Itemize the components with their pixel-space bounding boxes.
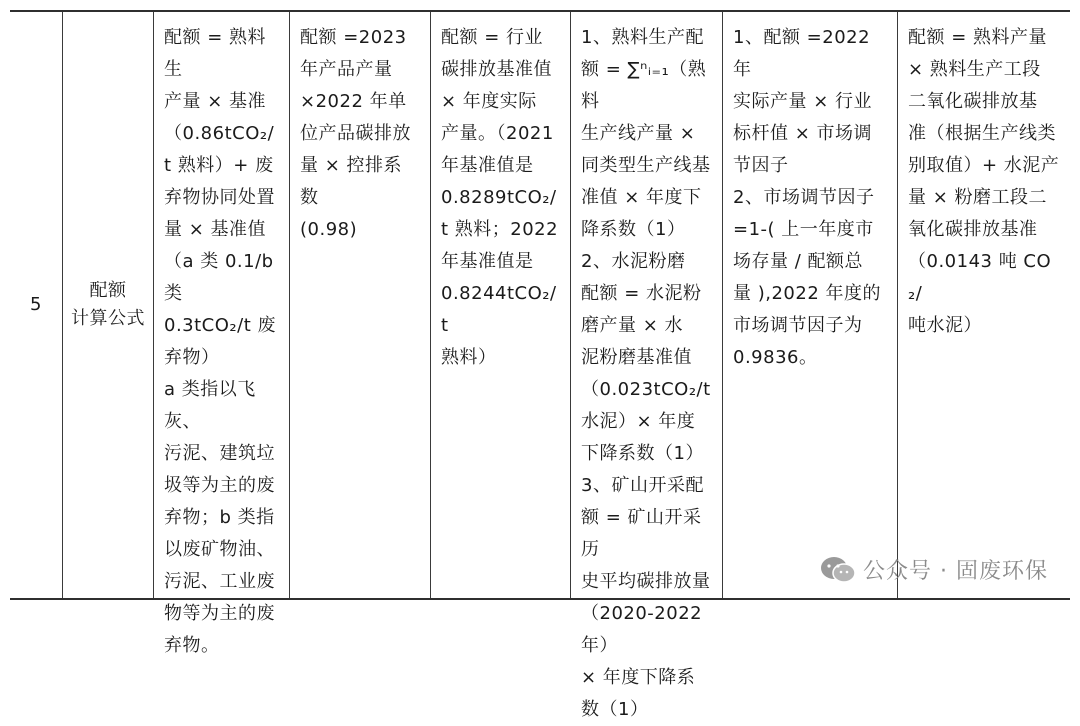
table-cell-col2 [290, 12, 431, 598]
cell-text-line: 额 = 矿山开采历 [581, 507, 702, 560]
cell-text-line: t 熟料）+ 废 [164, 155, 274, 176]
cell-text-line: 弃物） [164, 347, 220, 368]
cell-text-line: （0.023tCO₂/t [581, 379, 711, 400]
cell-text-line: 磨产量 × 水 [581, 315, 684, 336]
cell-text-line: 实际产量 × 行业 [733, 91, 873, 112]
cell-text-line: 物等为主的废 [164, 603, 275, 624]
cell-text-line: 下降系数（1） [581, 443, 704, 464]
table-cell-col5 [723, 12, 898, 598]
cell-text-line: （0.86tCO₂/ [164, 123, 275, 144]
cell-text-line: 2、市场调节因子 [733, 187, 875, 208]
watermark-text: 公众号 · 固废环保 [863, 559, 1048, 584]
cell-text-line: 泥粉磨基准值 [581, 347, 692, 368]
cell-text-line: 配额 = 熟料生 [164, 27, 267, 80]
cell-text-line: 降系数（1） [581, 219, 686, 240]
cell-text-line: 场存量 / 配额总 [733, 251, 864, 272]
row-label-line1: 配额 [89, 280, 127, 301]
table-cell-col1 [154, 12, 290, 656]
cell-text-line: 标杆值 × 市场调 [733, 123, 873, 144]
cell-text-line: t 熟料；2022 [441, 219, 559, 240]
cell-text-line: 吨水泥） [908, 315, 982, 336]
cell-text-line: 同类型生产线基 [581, 155, 711, 176]
cell-text-line: （2020-2022 年） [581, 603, 709, 656]
cell-text-line: 污泥、建筑垃 [164, 443, 275, 464]
cell-text-line: 弃物协同处置 [164, 187, 275, 208]
table-cell-col3 [431, 12, 571, 598]
cell-text-line: 1、熟料生产配 [581, 27, 704, 48]
cell-text-line: 额 = ∑ⁿᵢ₌₁（熟料 [581, 59, 707, 112]
row-index: 5 [30, 294, 42, 315]
wechat-icon [819, 555, 857, 585]
cell-text-line: （0.0143 吨 CO₂/ [908, 251, 1052, 304]
cell-text-line: a 类指以飞灰、 [164, 379, 256, 432]
cell-text-line: =1-( 上一年度市 [733, 219, 874, 240]
row-index-cell [10, 12, 63, 598]
cell-text-line: 0.8244tCO₂/t [441, 283, 557, 336]
cell-text-line: 污泥、工业废 [164, 571, 275, 592]
cell-text-line: 量 × 基准值 [164, 219, 267, 240]
quota-formula-table-row [10, 10, 1070, 720]
cell-text-line: × 熟料生产工段 [908, 59, 1041, 80]
cell-text-line: 配额 =2023 [300, 27, 407, 48]
cell-text-line: 生产线产量 × [581, 123, 696, 144]
cell-text-line: 数（1） [581, 699, 649, 720]
cell-text-line: 年产品产量 [300, 59, 393, 80]
cell-text-line: 圾等为主的废 [164, 475, 275, 496]
cell-text-line: 1、配额 =2022 年 [733, 27, 877, 80]
cell-text-line: 年基准值是 [441, 155, 534, 176]
cell-text-line: 产量。（2021 [441, 123, 554, 144]
cell-text-line: (0.98) [300, 219, 358, 240]
cell-text-line: 别取值）+ 水泥产 [908, 155, 1060, 176]
cell-text-line: × 年度实际 [441, 91, 537, 112]
cell-text-line: 年基准值是 [441, 251, 534, 272]
cell-text-line: 2、水泥粉磨 [581, 251, 686, 272]
table-cell-col6 [898, 12, 1070, 598]
cell-text-line: 史平均碳排放量 [581, 571, 711, 592]
cell-text-line: 3、矿山开采配 [581, 475, 704, 496]
cell-text-line: × 年度下降系 [581, 667, 696, 688]
cell-text-line: 熟料） [441, 347, 497, 368]
table-cell-col4 [571, 12, 723, 720]
cell-text-line: 量 × 控排系数 [300, 155, 403, 208]
cell-text-line: 量 × 粉磨工段二 [908, 187, 1048, 208]
cell-text-line: 氧化碳排放基准 [908, 219, 1038, 240]
cell-text-line: 弃物；b 类指 [164, 507, 275, 528]
cell-text-line: 碳排放基准值 [441, 59, 552, 80]
cell-text-line: ×2022 年单 [300, 91, 407, 112]
cell-text-line: 以废矿物油、 [164, 539, 275, 560]
cell-text-line: 0.9836。 [733, 347, 818, 368]
cell-text-line: 弃物。 [164, 635, 220, 656]
row-label-cell [63, 12, 154, 598]
cell-text-line: 节因子 [733, 155, 789, 176]
cell-text-line: 产量 × 基准 [164, 91, 267, 112]
cell-text-line: 位产品碳排放 [300, 123, 411, 144]
cell-text-line: 准值 × 年度下 [581, 187, 702, 208]
cell-text-line: 0.8289tCO₂/ [441, 187, 557, 208]
watermark [819, 554, 1048, 585]
row-label-line2: 计算公式 [71, 308, 145, 329]
cell-text-line: 配额 = 行业 [441, 27, 544, 48]
cell-text-line: 二氧化碳排放基 [908, 91, 1038, 112]
cell-text-line: 量 ),2022 年度的 [733, 283, 881, 304]
cell-text-line: 准（根据生产线类 [908, 123, 1056, 144]
cell-text-line: 配额 = 熟料产量 [908, 27, 1048, 48]
cell-text-line: 配额 = 水泥粉 [581, 283, 702, 304]
cell-text-line: 0.3tCO₂/t 废 [164, 315, 276, 336]
cell-text-line: （a 类 0.1/b 类 [164, 251, 280, 304]
cell-text-line: 市场调节因子为 [733, 315, 863, 336]
cell-text-line: 水泥）× 年度 [581, 411, 696, 432]
